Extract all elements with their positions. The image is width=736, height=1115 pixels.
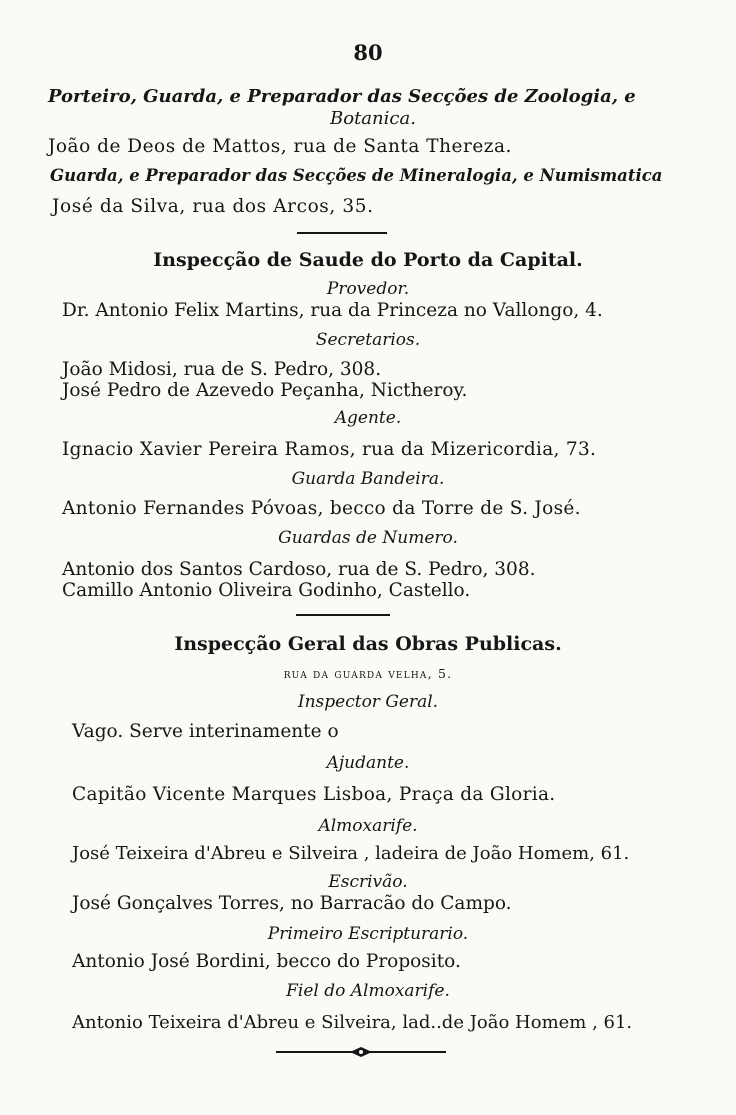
obras-heading: Inspecção Geral das Obras Publicas.: [174, 633, 562, 655]
agente-label: Agente.: [334, 408, 402, 428]
guarda-bandeira-entry: Antonio Fernandes Póvoas, becco da Torre de S. José.: [62, 498, 581, 519]
secretario-2: José Pedro de Azevedo Peçanha, Nictheroy.: [62, 380, 468, 401]
almoxarife-entry: José Teixeira d'Abreu e Silveira , ladeira de João Homem, 61.: [72, 843, 630, 864]
provedor-entry: Dr. Antonio Felix Martins, rua da Princeza no Vallongo, 4.: [62, 300, 603, 321]
escripturario-label: Primeiro Escripturario.: [267, 924, 469, 944]
agente-entry: Ignacio Xavier Pereira Ramos, rua da Mizericordia, 73.: [62, 439, 597, 460]
mineralogia-title: Guarda, e Preparador das Secções de Mineralogia, e Numismatica: [50, 166, 663, 185]
ornament-divider: [276, 1046, 446, 1058]
zoologia-entry: João de Deos de Mattos, rua de Santa Thereza.: [48, 136, 512, 157]
fiel-label: Fiel do Almoxarife.: [286, 981, 450, 1001]
zoologia-title: Porteiro, Guarda, e Preparador das Secções de Zoologia, e: [48, 86, 636, 107]
inspector-entry: Vago. Serve interinamente o: [72, 721, 339, 742]
page-number: 80: [353, 40, 383, 65]
provedor-label: Provedor.: [326, 279, 410, 299]
section-divider: [297, 232, 387, 234]
guarda-bandeira-label: Guarda Bandeira.: [291, 469, 445, 489]
ajudante-label: Ajudante.: [326, 753, 410, 773]
secretario-1: João Midosi, rua de S. Pedro, 308.: [62, 359, 382, 380]
almoxarife-label: Almoxarife.: [318, 816, 418, 836]
guardas-numero-label: Guardas de Numero.: [278, 528, 458, 548]
escrivao-entry: José Gonçalves Torres, no Barracão do Campo.: [72, 893, 512, 914]
escrivao-label: Escrivão.: [328, 872, 408, 892]
mineralogia-entry: José da Silva, rua dos Arcos, 35.: [52, 196, 374, 217]
zoologia-title-cont: Botanica.: [330, 108, 416, 129]
secretarios-label: Secretarios.: [315, 330, 421, 350]
saude-heading: Inspecção de Saude do Porto da Capital.: [153, 249, 583, 271]
escripturario-entry: Antonio José Bordini, becco do Proposito.: [72, 951, 461, 972]
ajudante-entry: Capitão Vicente Marques Lisboa, Praça da Gloria.: [72, 784, 556, 805]
fiel-entry: Antonio Teixeira d'Abreu e Silveira, lad..de João Homem , 61.: [72, 1012, 633, 1033]
guarda-2: Camillo Antonio Oliveira Godinho, Castello.: [62, 580, 471, 601]
guarda-1: Antonio dos Santos Cardoso, rua de S. Pedro, 308.: [62, 559, 536, 580]
inspector-label: Inspector Geral.: [297, 692, 439, 712]
obras-address: rua da guarda velha, 5.: [283, 666, 453, 681]
section-divider: [296, 614, 390, 616]
